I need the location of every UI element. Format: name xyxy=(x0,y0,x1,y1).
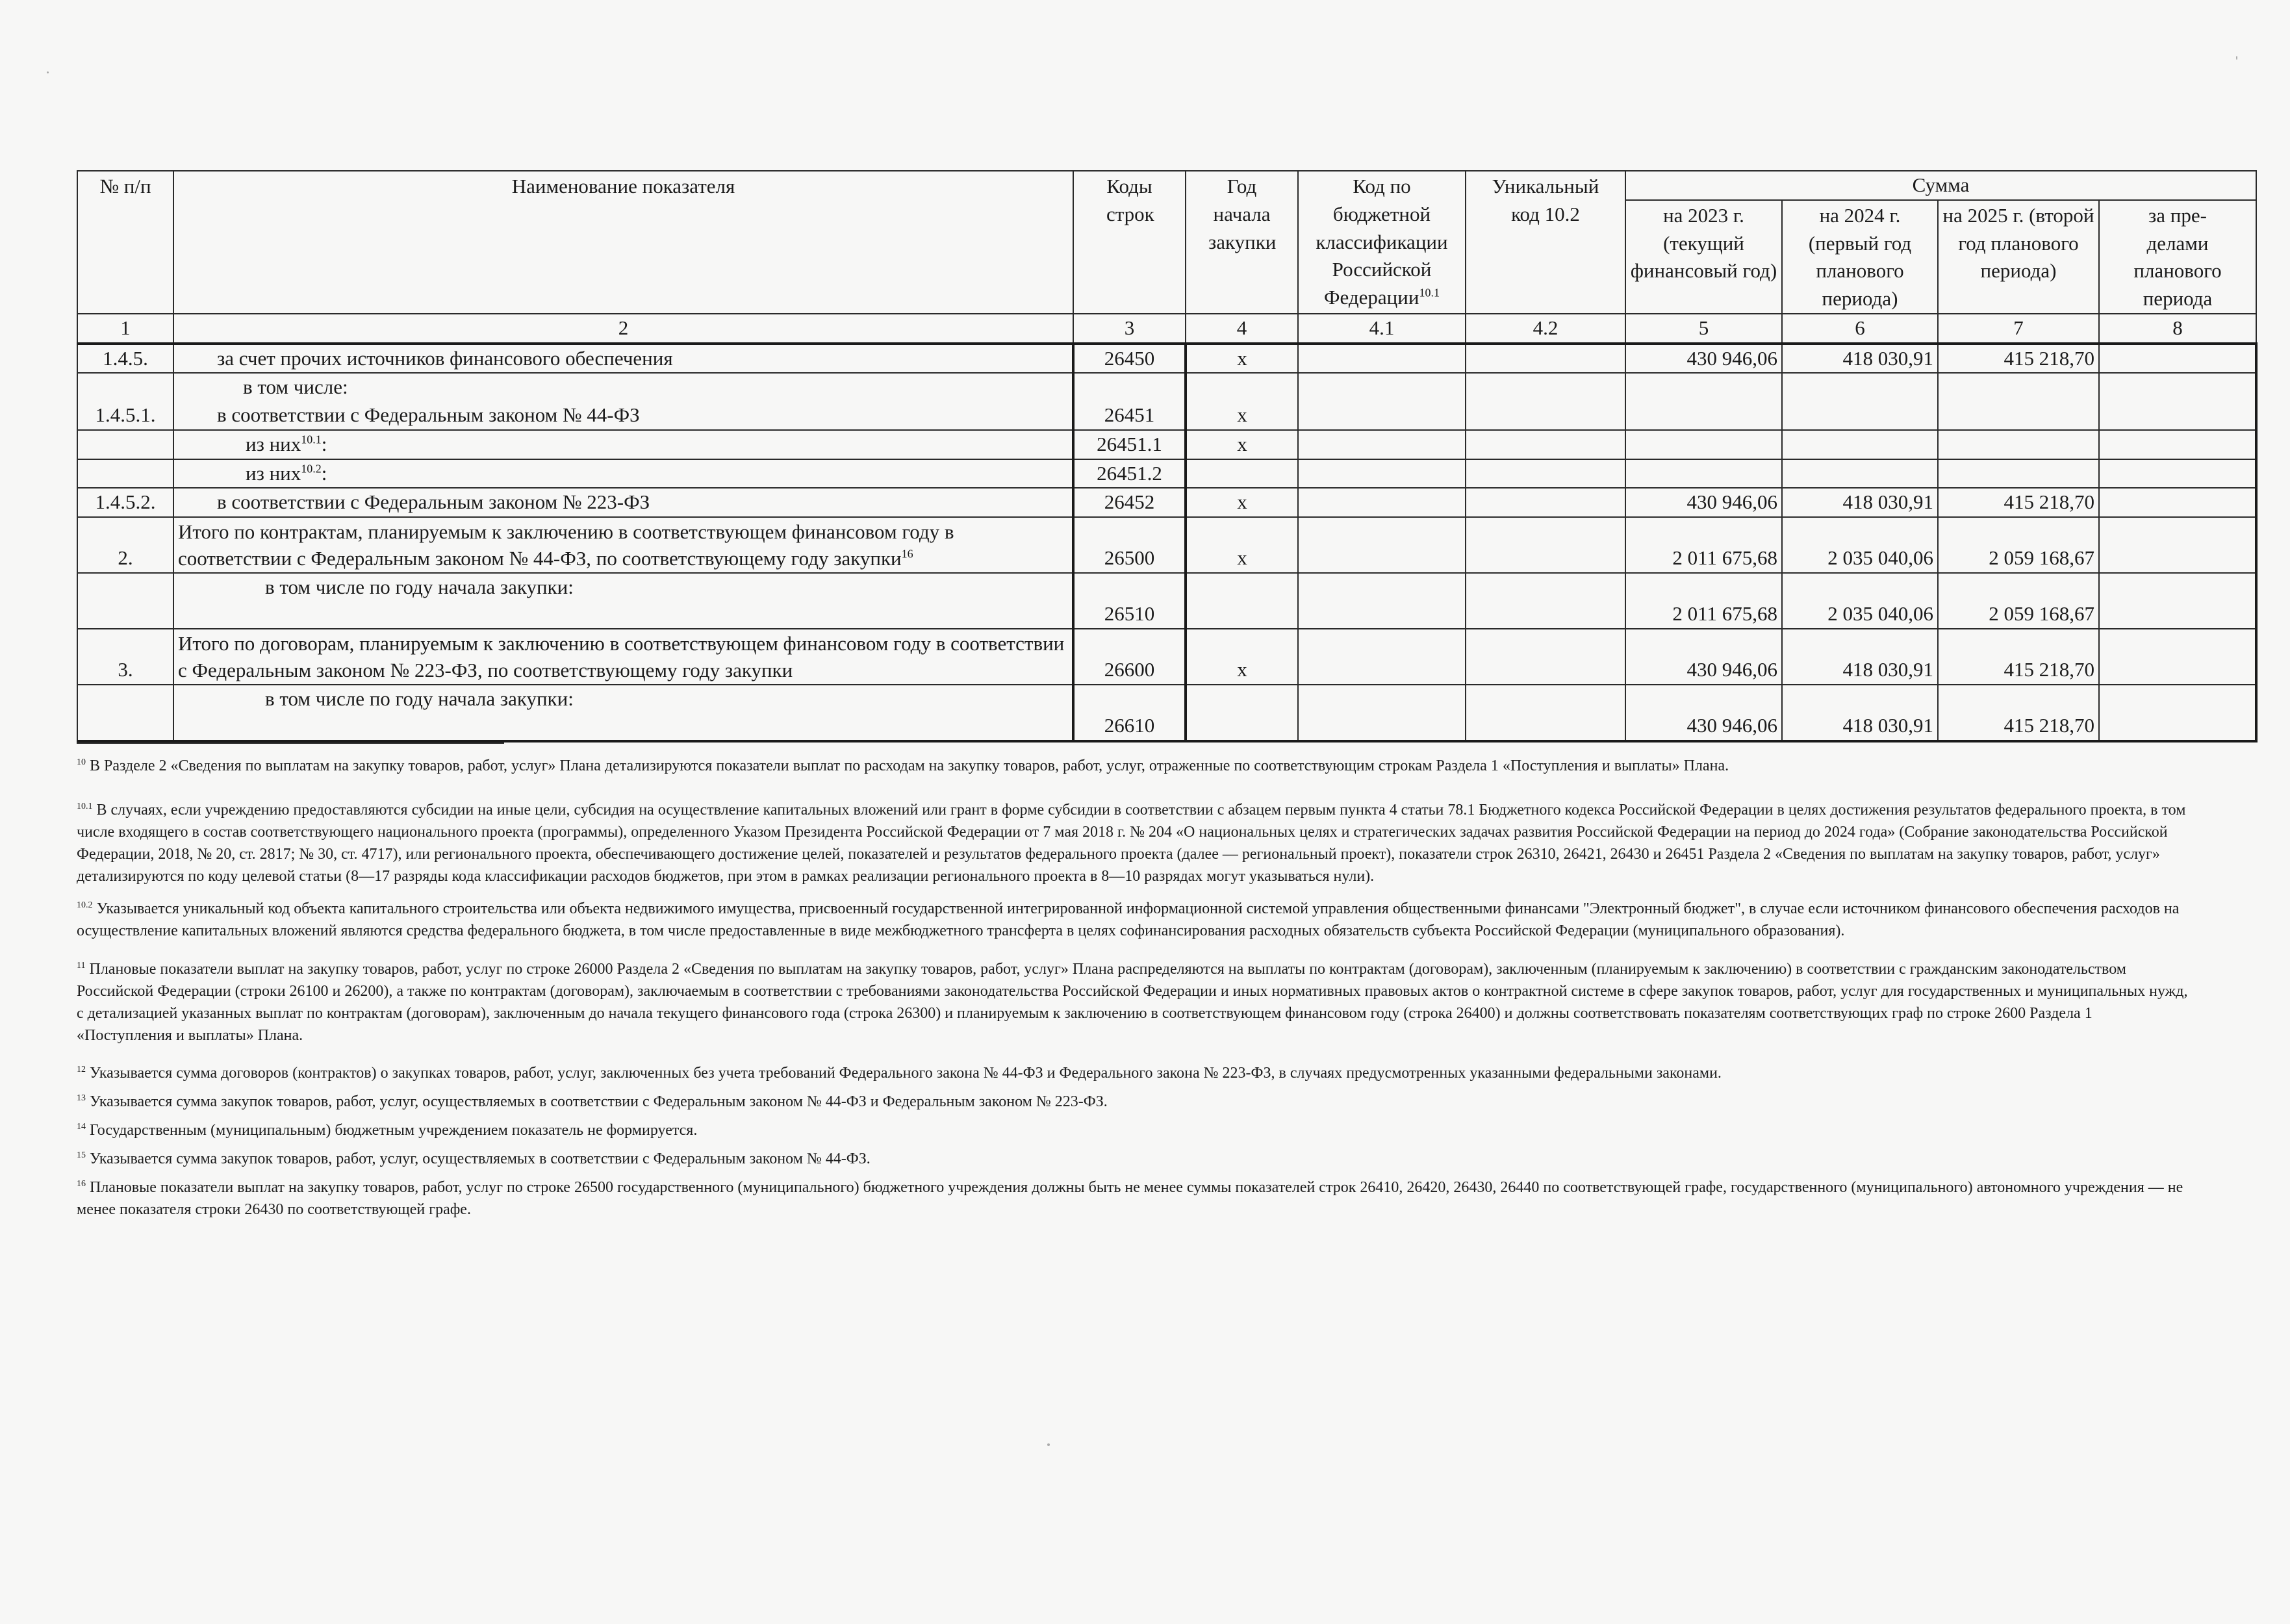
row-sum-2024: 418 030,91 xyxy=(1782,685,1938,741)
header-sum: Сумма xyxy=(1625,171,2256,200)
header-year: Год начала закупки xyxy=(1186,171,1298,314)
row-kbk xyxy=(1298,430,1466,459)
footnote xyxy=(77,799,2188,887)
row-sum-2025: 415 218,70 xyxy=(1938,488,2099,517)
footnote xyxy=(77,898,2188,942)
row-sum-2025: 2 059 168,67 xyxy=(1938,573,2099,629)
row-code: 26452 xyxy=(1073,488,1186,517)
footnote-separator xyxy=(77,742,504,744)
table-row xyxy=(77,573,2256,629)
table-row xyxy=(77,373,2256,430)
scan-speck xyxy=(47,71,49,73)
footnote-mark: 11 xyxy=(77,960,86,971)
row-sum-2023: 430 946,06 xyxy=(1625,344,1782,374)
footnote xyxy=(77,958,2188,1047)
row-sum-2025 xyxy=(1938,430,2099,459)
row-sum-2023 xyxy=(1625,430,1782,459)
row-unique xyxy=(1466,459,1625,488)
row-sum-2024: 418 030,91 xyxy=(1782,629,1938,685)
row-num xyxy=(77,685,173,741)
footnote-mark: 13 xyxy=(77,1093,86,1103)
row-sum-beyond xyxy=(2099,459,2256,488)
header-kbk-sup: 10.1 xyxy=(1419,286,1440,299)
colnum-1: 1 xyxy=(77,314,173,344)
footnote-text: Указывается уникальный код объекта капитального строительства или объекта недвижимого имущества, присвоенный государственной интегрированной информационной системой управления общественными финансами "Электронный бюджет", в случае если источником финансового обеспечения расходов на осуществление капитальных вложений являются средства федерального бюджета, в том числе предоставленные в виде межбюджетного трансферта в целях софинансирования расходных обязательств субъекта Российской Федерации (муниципального образования). xyxy=(77,900,2180,940)
footnotes xyxy=(77,755,2188,1231)
row-year: x xyxy=(1186,629,1298,685)
row-code: 26610 xyxy=(1073,685,1186,741)
row-sum-beyond xyxy=(2099,344,2256,374)
row-sum-2024 xyxy=(1782,459,1938,488)
row-num xyxy=(77,430,173,459)
row-code: 26451.1 xyxy=(1073,430,1186,459)
scan-speck xyxy=(2236,56,2237,60)
row-num: 1.4.5. xyxy=(77,344,173,374)
row-name-text: в соответствии с Федеральным законом № 44-ФЗ xyxy=(217,403,640,427)
row-sum-2024: 2 035 040,06 xyxy=(1782,517,1938,573)
row-sum-beyond xyxy=(2099,573,2256,629)
colnum-8: 8 xyxy=(2099,314,2256,344)
row-unique xyxy=(1466,685,1625,741)
footnote xyxy=(77,755,2188,777)
footnote-text: Государственным (муниципальным) бюджетным учреждением показатель не формируется. xyxy=(90,1122,698,1139)
row-sum-2024: 418 030,91 xyxy=(1782,344,1938,374)
row-name: в том числе по году начала закупки: xyxy=(173,685,1073,741)
row-sum-2024 xyxy=(1782,430,1938,459)
column-number-row xyxy=(77,314,2256,344)
row-code: 26450 xyxy=(1073,344,1186,374)
row-name xyxy=(173,373,1073,430)
row-year: x xyxy=(1186,430,1298,459)
row-year xyxy=(1186,459,1298,488)
table-row xyxy=(77,629,2256,685)
header-codes: Коды строк xyxy=(1073,171,1186,314)
header-2023: на 2023 г. (текущий финансовый год) xyxy=(1625,200,1782,314)
row-kbk xyxy=(1298,573,1466,629)
row-name-sup: 10.1 xyxy=(301,433,322,446)
footnote-mark: 10.1 xyxy=(77,802,93,812)
row-name xyxy=(173,459,1073,488)
row-unique xyxy=(1466,573,1625,629)
row-name: за счет прочих источников финансового обеспечения xyxy=(173,344,1073,374)
table-row xyxy=(77,488,2256,517)
header-num: № п/п xyxy=(77,171,173,314)
footnote-text: Указывается сумма закупок товаров, работ, услуг, осуществляемых в соответствии с Федеральным законом № 44-ФЗ. xyxy=(90,1150,871,1168)
row-kbk xyxy=(1298,373,1466,430)
header-name: Наименование показателя xyxy=(173,171,1073,314)
colnum-6: 6 xyxy=(1782,314,1938,344)
scan-speck xyxy=(1047,1443,1050,1446)
row-num xyxy=(77,573,173,629)
row-sum-2025: 415 218,70 xyxy=(1938,629,2099,685)
table-row xyxy=(77,344,2256,374)
row-name-tail: : xyxy=(321,432,327,455)
row-name xyxy=(173,517,1073,573)
footnote-text: Плановые показатели выплат на закупку товаров, работ, услуг по строке 26500 государственного (муниципального) бюджетного учреждения должны быть не менее суммы показателей строк 26410, 26420, 26430, 26440 по соответствующей графе, государственного (муниципального) автономного учреждения — не менее показателя строки 26430 по соответствующей графе. xyxy=(77,1179,2183,1219)
row-sum-2023: 2 011 675,68 xyxy=(1625,517,1782,573)
footnote xyxy=(77,1176,2188,1221)
footnote xyxy=(77,1119,2188,1141)
row-unique xyxy=(1466,430,1625,459)
footnote-mark: 10.2 xyxy=(77,900,93,911)
row-unique xyxy=(1466,373,1625,430)
row-num: 1.4.5.2. xyxy=(77,488,173,517)
footnote xyxy=(77,1148,2188,1170)
row-sum-2023 xyxy=(1625,373,1782,430)
footnote-mark: 15 xyxy=(77,1150,86,1161)
table-row xyxy=(77,517,2256,573)
row-sum-beyond xyxy=(2099,517,2256,573)
row-code: 26600 xyxy=(1073,629,1186,685)
row-num: 3. xyxy=(77,629,173,685)
row-unique xyxy=(1466,517,1625,573)
footnote-mark: 10 xyxy=(77,757,86,767)
row-sum-2023: 2 011 675,68 xyxy=(1625,573,1782,629)
row-sum-2024 xyxy=(1782,373,1938,430)
row-num: 2. xyxy=(77,517,173,573)
row-year: x xyxy=(1186,488,1298,517)
row-kbk xyxy=(1298,488,1466,517)
row-name-sup: 10.2 xyxy=(301,462,322,476)
row-code: 26451 xyxy=(1073,373,1186,430)
header-kbk xyxy=(1298,171,1466,314)
row-sum-2024: 418 030,91 xyxy=(1782,488,1938,517)
header-2025: на 2025 г. (второй год планового периода) xyxy=(1938,200,2099,314)
row-sum-2025: 2 059 168,67 xyxy=(1938,517,2099,573)
row-sum-2023: 430 946,06 xyxy=(1625,629,1782,685)
header-unique: Уникальный код 10.2 xyxy=(1466,171,1625,314)
colnum-2: 2 xyxy=(173,314,1073,344)
row-num xyxy=(77,459,173,488)
row-sum-beyond xyxy=(2099,685,2256,741)
row-name-text: из них xyxy=(246,432,301,455)
payments-table-wrapper xyxy=(77,170,2222,742)
colnum-5: 5 xyxy=(1625,314,1782,344)
colnum-4-1: 4.1 xyxy=(1298,314,1466,344)
row-name-text: из них xyxy=(246,461,301,485)
row-name-prefix: в том числе: xyxy=(243,375,348,399)
row-code: 26510 xyxy=(1073,573,1186,629)
colnum-4: 4 xyxy=(1186,314,1298,344)
row-year xyxy=(1186,685,1298,741)
payments-table xyxy=(77,170,2258,742)
header-row-1 xyxy=(77,171,2256,200)
footnote xyxy=(77,1091,2188,1113)
table-row xyxy=(77,430,2256,459)
row-num: 1.4.5.1. xyxy=(77,373,173,430)
row-kbk xyxy=(1298,629,1466,685)
row-sum-beyond xyxy=(2099,373,2256,430)
footnote-text: Указывается сумма договоров (контрактов) о закупках товаров, работ, услуг, заключенных без учета требований Федерального закона № 44-ФЗ и Федерального закона № 223-ФЗ, в случаях предусмотренных указанными федеральными законами. xyxy=(90,1064,1722,1082)
footnote-mark: 14 xyxy=(77,1122,86,1132)
footnote-text: Указывается сумма закупок товаров, работ, услуг, осуществляемых в соответствии с Федеральным законом № 44-ФЗ и Федеральным законом № 223-ФЗ. xyxy=(90,1093,1108,1110)
footnote-mark: 16 xyxy=(77,1179,86,1189)
table-row xyxy=(77,685,2256,741)
row-unique xyxy=(1466,344,1625,374)
colnum-3: 3 xyxy=(1073,314,1186,344)
row-code: 26451.2 xyxy=(1073,459,1186,488)
colnum-4-2: 4.2 xyxy=(1466,314,1625,344)
row-sum-2025: 415 218,70 xyxy=(1938,685,2099,741)
row-kbk xyxy=(1298,459,1466,488)
header-kbk-text: Код по бюджетной классификации Российской Федерации xyxy=(1316,175,1448,309)
table-row xyxy=(77,459,2256,488)
row-sum-2023 xyxy=(1625,459,1782,488)
footnote-text: В случаях, если учреждению предоставляются субсидии на иные цели, субсидия на осуществление капитальных вложений или грант в форме субсидии в соответствии с абзацем первым пункта 4 статьи 78.1 Бюджетного кодекса Российской Федерации в целях достижения результатов федерального проекта, в том числе входящего в состав соответствующего национального проекта (программы), определенного Указом Президента Российской Федерации от 7 мая 2018 г. № 204 «О национальных целях и стратегических задачах развития Российской Федерации на период до 2024 года» (Собрание законодательства Российской Федерации, 2018, № 20, ст. 2817; № 30, ст. 4717), или регионального проекта, обеспечивающего достижение целей, показателей и результатов федерального проекта (далее — региональный проект), показатели строк 26310, 26421, 26430 и 26451 Раздела 2 «Сведения по выплатам на закупку товаров, работ, услуг» детализируются по коду целевой статьи (8—17 разряды кода классификации расходов бюджетов, при этом в рамках реализации регионального проекта в 8—10 разрядах могут указываться нули). xyxy=(77,802,2186,885)
row-year: x xyxy=(1186,373,1298,430)
row-sum-2025 xyxy=(1938,373,2099,430)
row-name-tail: : xyxy=(321,461,327,485)
row-unique xyxy=(1466,629,1625,685)
row-kbk xyxy=(1298,685,1466,741)
row-sum-2025 xyxy=(1938,459,2099,488)
row-kbk xyxy=(1298,344,1466,374)
row-sum-2023: 430 946,06 xyxy=(1625,685,1782,741)
row-name-sup: 16 xyxy=(901,547,913,561)
header-beyond: за пре- делами планового периода xyxy=(2099,200,2256,314)
row-sum-2023: 430 946,06 xyxy=(1625,488,1782,517)
row-sum-beyond xyxy=(2099,629,2256,685)
row-name: Итого по договорам, планируемым к заключению в соответствующем финансовом году в соответствии с Федеральным законом № 223-ФЗ, по соответствующему году закупки xyxy=(173,629,1073,685)
row-name: в том числе по году начала закупки: xyxy=(173,573,1073,629)
row-name: в соответствии с Федеральным законом № 223-ФЗ xyxy=(173,488,1073,517)
row-year xyxy=(1186,573,1298,629)
footnote-text: В Разделе 2 «Сведения по выплатам на закупку товаров, работ, услуг» Плана детализируются показатели выплат по расходам на закупку товаров, работ, услуг, отраженные по соответствующим строкам Раздела 1 «Поступления и выплаты» Плана. xyxy=(90,757,1729,774)
footnote-text: Плановые показатели выплат на закупку товаров, работ, услуг по строке 26000 Раздела 2 «Сведения по выплатам на закупку товаров, работ, услуг» Плана распределяются на выплаты по контрактам (договорам), заключенным (планируемым к заключению) в соответствии с гражданским законодательством Российской Федерации (строки 26100 и 26200), а также по контрактам (договорам), заключаемым в соответствии с требованиями законодательства Российской Федерации и иных нормативных правовых актов о контрактной системе в сфере закупок товаров, работ, услуг для государственных и муниципальных нужд, с детализацией указанных выплат по контрактам (договорам), заключенным до начала текущего финансового года (строка 26300) и планируемым к заключению в соответствующем финансовом году (строка 26400) и должны соответствовать показателям соответствующих граф по строке 2600 Раздела 1 «Поступления и выплаты» Плана. xyxy=(77,960,2188,1044)
row-kbk xyxy=(1298,517,1466,573)
footnote-mark: 12 xyxy=(77,1064,86,1074)
row-name xyxy=(173,430,1073,459)
row-unique xyxy=(1466,488,1625,517)
row-sum-beyond xyxy=(2099,488,2256,517)
row-year: x xyxy=(1186,344,1298,374)
row-sum-2025: 415 218,70 xyxy=(1938,344,2099,374)
footnote xyxy=(77,1062,1831,1084)
row-sum-beyond xyxy=(2099,430,2256,459)
row-year: x xyxy=(1186,517,1298,573)
row-code: 26500 xyxy=(1073,517,1186,573)
row-name-text: Итого по контрактам, планируемым к заключению в соответствующем финансовом году в соответствии с Федеральным законом № 44-ФЗ, по соответствующему году закупки xyxy=(178,520,954,570)
row-sum-2024: 2 035 040,06 xyxy=(1782,573,1938,629)
header-2024: на 2024 г. (первый год планового периода) xyxy=(1782,200,1938,314)
colnum-7: 7 xyxy=(1938,314,2099,344)
